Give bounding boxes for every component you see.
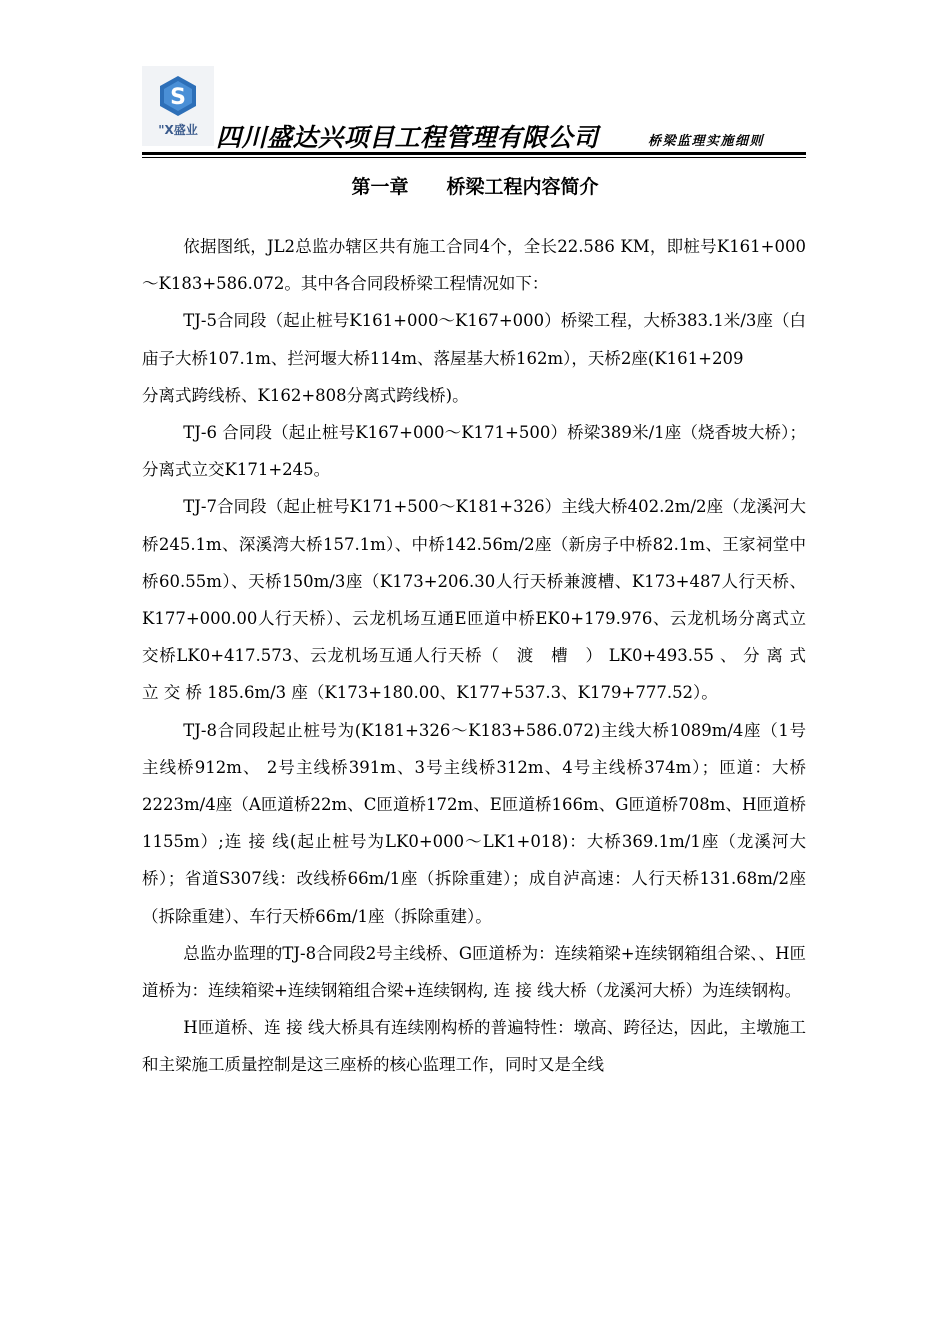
logo-text: "X盛业 <box>158 123 198 137</box>
paragraph-4: TJ-6 合同段（起止桩号K167+000～K171+500）桥梁389米/1座（烧香坡大桥）；分离式立交K171+245。 <box>142 423 806 480</box>
header-rule-thin <box>142 157 806 158</box>
header-rule-thick <box>142 152 806 155</box>
logo-hexagon-icon <box>156 74 200 118</box>
paragraph-2: TJ-5合同段（起止桩号K161+000～K167+000）桥梁工程，大桥383.1米/3座（白庙子大桥107.1m、拦河堰大桥114m、落屋基大桥162m），天桥2座(K161+209 <box>142 311 806 368</box>
paragraph-6: TJ-8合同段起止桩号为(K181+326～K183+586.072)主线大桥1089m/4座（1号主线桥912m、 2号主线桥391m、3号主线桥312m、4号主线桥374m）；匝道：大桥2223m/4座（A匝道桥22m、C匝道桥172m、E匝道桥166m、G匝道桥708m、H匝道桥1155m）;连 接 线(起止桩号为LK0+000～LK1+018)：大桥369.1m/1座（龙溪河大桥）；省道S307线：改线桥66m/1座（拆除重建）；成自泸高速：人行天桥131.68m/2座（拆除重建）、车行天桥66m/1座（拆除重建）。 <box>142 720 806 926</box>
paragraph-7: 总监办监理的TJ-8合同段2号主线桥、G匝道桥为：连续箱梁+连续钢箱组合梁、、H匝道桥为：连续箱梁+连续钢箱组合梁+连续钢构, 连 接 线大桥（龙溪河大桥）为连续钢构。 <box>142 943 806 1001</box>
paragraph-3: 分离式跨线桥、K162+808分离式跨线桥)。 <box>142 385 469 405</box>
paragraph-8: H匝道桥、连 接 线大桥具有连续刚构桥的普遍特性：墩高、跨径达，因此，主墩施工和主梁施工质量控制是这三座桥的核心监理工作，同时又是全线 <box>142 1018 806 1075</box>
company-name: 四川盛达兴项目工程管理有限公司 <box>216 123 599 152</box>
document-title: 桥梁监理实施细则 <box>648 134 765 149</box>
body-text <box>142 228 806 1084</box>
company-logo <box>142 66 214 146</box>
paragraph-1: 依据图纸，JL2总监办辖区共有施工合同4个，全长22.586 KM，即桩号K161+000～K183+586.072。其中各合同段桥梁工程情况如下： <box>142 237 806 294</box>
svg-text:S: S <box>170 85 186 110</box>
paragraph-5: TJ-7合同段（起止桩号K171+500～K181+326）主线大桥402.2m/2座（龙溪河大桥245.1m、深溪湾大桥157.1m）、中桥142.56m/2座（新房子中桥82.1m、王家祠堂中桥60.55m）、天桥150m/3座（K173+206.30人行天桥兼渡槽、K173+487人行天桥、K177+000.00人行天桥）、云龙机场互通E匝道中桥EK0+179.976、云龙机场分离式立交桥LK0+417.573、云龙机场互通人行天桥（ 渡 槽 ） LK0+493.55 、 分 离 式 立 交 桥 185.6m/3 座（K173+180.00、K177+537.3、K179+777.52）。 <box>142 497 806 703</box>
chapter-heading: 第一章 桥梁工程内容简介 <box>351 176 599 198</box>
